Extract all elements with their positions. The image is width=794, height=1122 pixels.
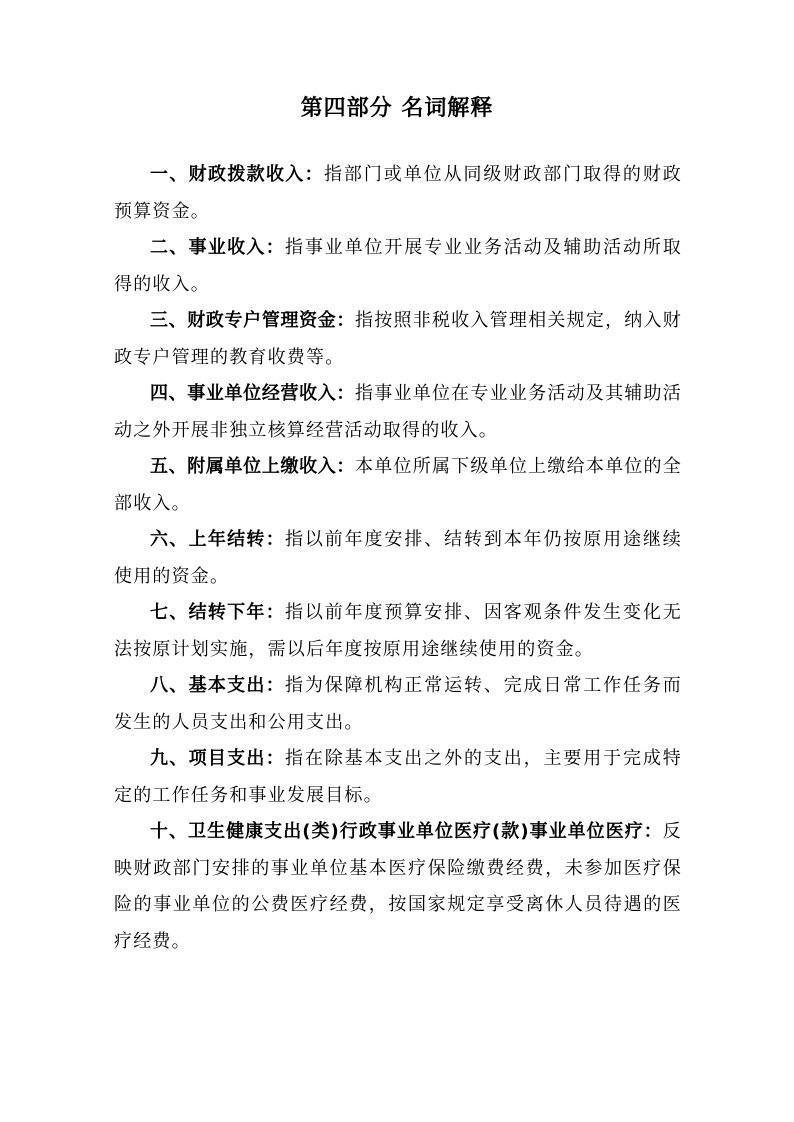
definition-item: [114, 522, 682, 595]
definition-item: [114, 230, 682, 303]
definition-text: 指部门或单位从同级财政部门取得的财政预算资金。: [114, 164, 682, 222]
definition-item: [114, 376, 682, 449]
definition-term: 五、附属单位上缴收入：: [150, 456, 355, 477]
page-title: 第四部分 名词解释: [300, 96, 494, 121]
definition-text: 指按照非税收入管理相关规定，纳入财政专户管理的教育收费等。: [114, 310, 682, 368]
definition-item: [114, 595, 682, 668]
definition-item: [114, 157, 682, 230]
definition-term: 二、事业收入：: [150, 237, 285, 258]
definition-text: 指以前年度预算安排、因客观条件发生变化无法按原计划实施，需以后年度按原用途继续使用的资金。: [114, 602, 683, 660]
definition-term: 三、财政专户管理资金：: [150, 310, 355, 331]
definition-item: [114, 303, 682, 376]
definition-term: 六、上年结转：: [150, 529, 285, 550]
definition-term: 九、项目支出：: [150, 748, 285, 769]
definition-term: 十、卫生健康支出(类)行政事业单位医疗(款)事业单位医疗：: [150, 821, 663, 842]
definition-term: 四、事业单位经营收入：: [150, 383, 355, 404]
definition-text: 指事业单位在专业业务活动及其辅助活动之外开展非独立核算经营活动取得的收入。: [114, 383, 682, 441]
definition-text: 指为保障机构正常运转、完成日常工作任务而发生的人员支出和公用支出。: [114, 675, 683, 733]
definition-item: [114, 668, 682, 741]
definition-term: 一、财政拨款收入：: [150, 164, 324, 185]
definition-item: [114, 449, 682, 522]
definition-list: [114, 157, 682, 960]
definition-text: 本单位所属下级单位上缴给本单位的全部收入。: [114, 456, 682, 514]
definition-text: 指在除基本支出之外的支出，主要用于完成特定的工作任务和事业发展目标。: [114, 748, 683, 806]
definition-term: 七、结转下年：: [150, 602, 285, 623]
definition-item: [114, 741, 682, 814]
definition-term: 八、基本支出：: [150, 675, 285, 696]
definition-item: [114, 814, 682, 960]
definition-text: 指事业单位开展专业业务活动及辅助活动所取得的收入。: [114, 237, 683, 295]
definition-text: 反映财政部门安排的事业单位基本医疗保险缴费经费，未参加医疗保险的事业单位的公费医疗经费，按国家规定享受离休人员待遇的医疗经费。: [114, 821, 682, 952]
definition-text: 指以前年度安排、结转到本年仍按原用途继续使用的资金。: [114, 529, 683, 587]
